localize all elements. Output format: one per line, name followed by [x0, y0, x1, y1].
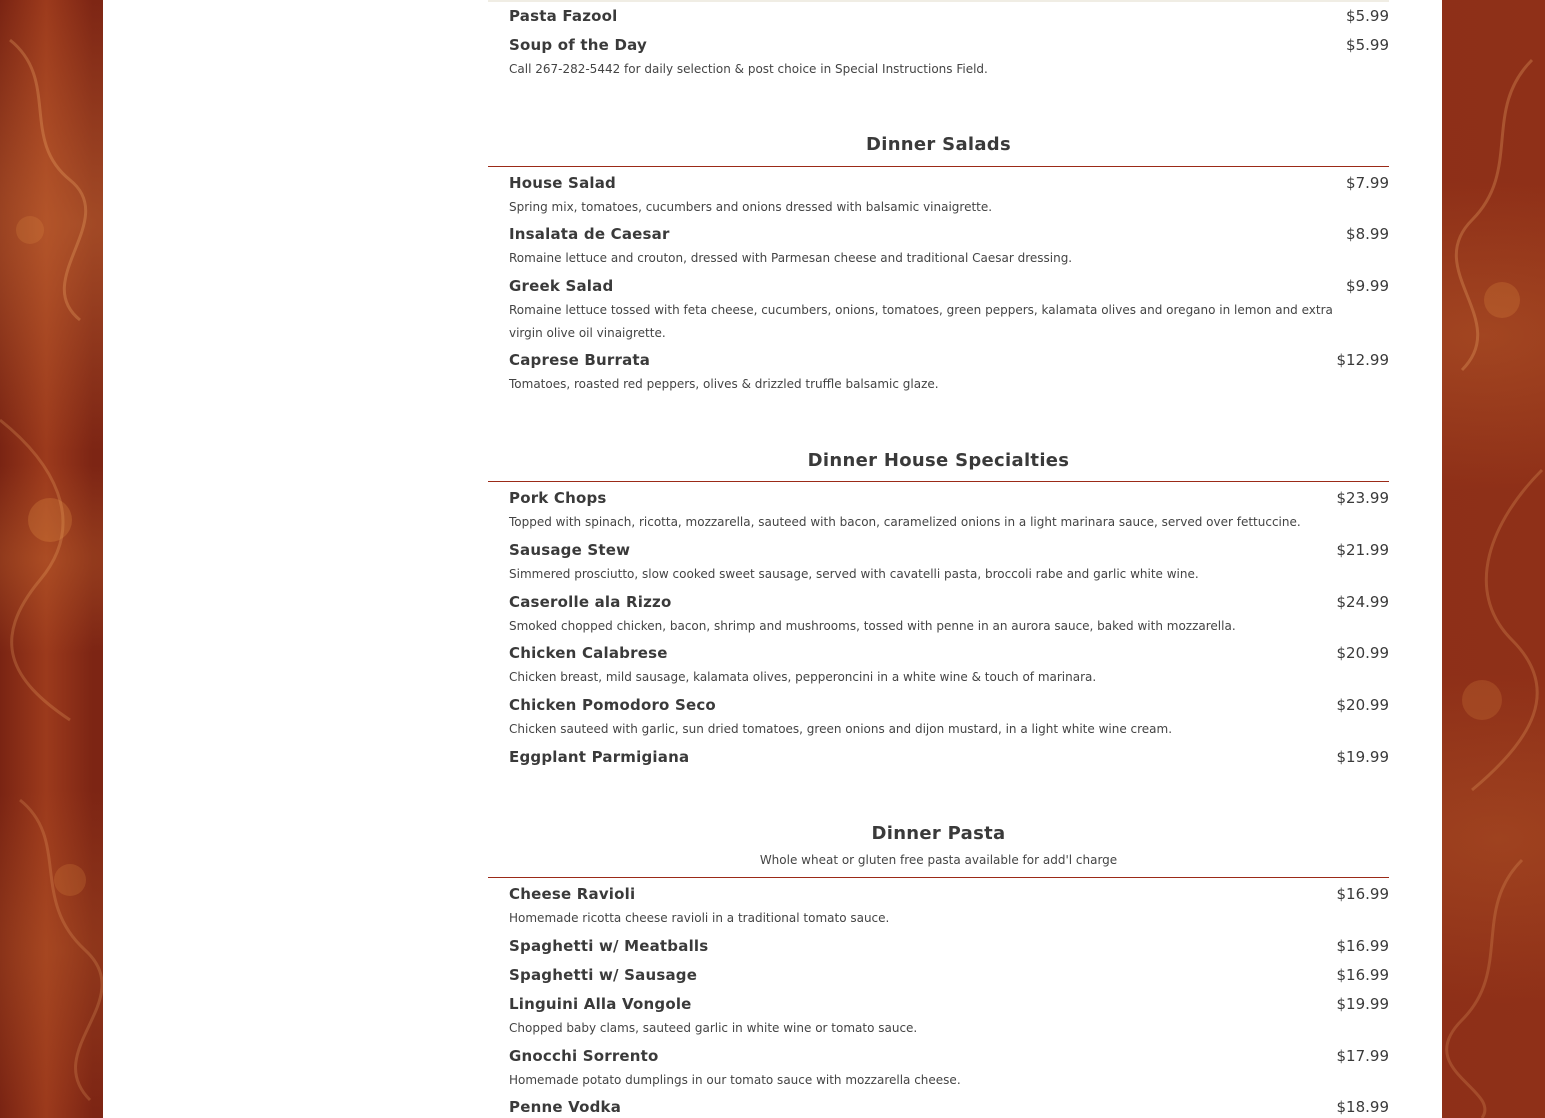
left-decorative-background — [0, 0, 103, 1118]
item-description: Spring mix, tomatoes, cucumbers and onions dressed with balsamic vinaigrette. — [509, 200, 993, 214]
item-name: Cheese Ravioli — [509, 885, 636, 903]
item-name: Penne Vodka — [509, 1098, 622, 1116]
section-divider — [488, 877, 1389, 878]
item-price: $17.99 — [1336, 1047, 1389, 1065]
item-price: $23.99 — [1336, 489, 1389, 507]
right-decorative-background — [1442, 0, 1545, 1118]
item-price: $16.99 — [1336, 885, 1389, 903]
item-description: Romaine lettuce and crouton, dressed with Parmesan cheese and traditional Caesar dressing. — [509, 251, 1073, 265]
section-divider — [488, 166, 1389, 167]
item-name: Sausage Stew — [509, 541, 631, 559]
item-name: Spaghetti w/ Sausage — [509, 966, 698, 984]
item-name: Caprese Burrata — [509, 351, 651, 369]
top-divider — [488, 0, 1389, 2]
item-price: $8.99 — [1346, 225, 1389, 243]
item-name: Pork Chops — [509, 489, 607, 507]
section-divider — [488, 481, 1389, 482]
item-description: Topped with spinach, ricotta, mozzarella, sauteed with bacon, caramelized onions in a light marinara sauce, served over fettuccine. — [509, 515, 1301, 529]
item-description: Romaine lettuce tossed with feta cheese, cucumbers, onions, tomatoes, green peppers, kalamata olives and oregano in lemon and extra virgin olive oil vinaigrette. — [509, 303, 1333, 340]
item-description: Homemade potato dumplings in our tomato sauce with mozzarella cheese. — [509, 1073, 961, 1087]
item-price: $16.99 — [1336, 937, 1389, 955]
item-price: $20.99 — [1336, 644, 1389, 662]
item-price: $5.99 — [1346, 7, 1389, 25]
item-description: Homemade ricotta cheese ravioli in a traditional tomato sauce. — [509, 911, 890, 925]
item-name: Linguini Alla Vongole — [509, 995, 692, 1013]
item-price: $12.99 — [1336, 351, 1389, 369]
item-name: Gnocchi Sorrento — [509, 1047, 659, 1065]
item-price: $24.99 — [1336, 593, 1389, 611]
item-name: Soup of the Day — [509, 36, 647, 54]
menu-content-panel — [103, 0, 1442, 1118]
item-description: Chicken sauteed with garlic, sun dried tomatoes, green onions and dijon mustard, in a light white wine cream. — [509, 722, 1173, 736]
item-price: $7.99 — [1346, 174, 1389, 192]
item-description: Chopped baby clams, sauteed garlic in white wine or tomato sauce. — [509, 1021, 918, 1035]
item-name: Chicken Pomodoro Seco — [509, 696, 716, 714]
item-price: $5.99 — [1346, 36, 1389, 54]
item-name: Spaghetti w/ Meatballs — [509, 937, 709, 955]
section-title-dinner-house-specialties: Dinner House Specialties — [807, 450, 1070, 471]
item-name: Eggplant Parmigiana — [509, 748, 690, 766]
item-name: House Salad — [509, 174, 616, 192]
item-name: Pasta Fazool — [509, 7, 618, 25]
item-price: $18.99 — [1336, 1098, 1389, 1116]
item-price: $9.99 — [1346, 277, 1389, 295]
item-price: $16.99 — [1336, 966, 1389, 984]
item-description: Call 267-282-5442 for daily selection & post choice in Special Instructions Field. — [509, 62, 988, 76]
item-price: $20.99 — [1336, 696, 1389, 714]
item-price: $19.99 — [1336, 748, 1389, 766]
item-name: Chicken Calabrese — [509, 644, 668, 662]
item-name: Caserolle ala Rizzo — [509, 593, 672, 611]
item-description: Tomatoes, roasted red peppers, olives & drizzled truffle balsamic glaze. — [509, 377, 939, 391]
item-description: Simmered prosciutto, slow cooked sweet sausage, served with cavatelli pasta, broccoli rabe and garlic white wine. — [509, 567, 1199, 581]
item-name: Insalata de Caesar — [509, 225, 670, 243]
item-description: Smoked chopped chicken, bacon, shrimp and mushrooms, tossed with penne in an aurora sauce, baked with mozzarella. — [509, 619, 1236, 633]
item-price: $21.99 — [1336, 541, 1389, 559]
section-note: Whole wheat or gluten free pasta available for add'l charge — [759, 853, 1118, 867]
item-price: $19.99 — [1336, 995, 1389, 1013]
section-title-dinner-salads: Dinner Salads — [865, 134, 1012, 155]
section-title-dinner-pasta: Dinner Pasta — [871, 823, 1006, 844]
item-description: Chicken breast, mild sausage, kalamata olives, pepperoncini in a white wine & touch of marinara. — [509, 670, 1097, 684]
item-name: Greek Salad — [509, 277, 614, 295]
